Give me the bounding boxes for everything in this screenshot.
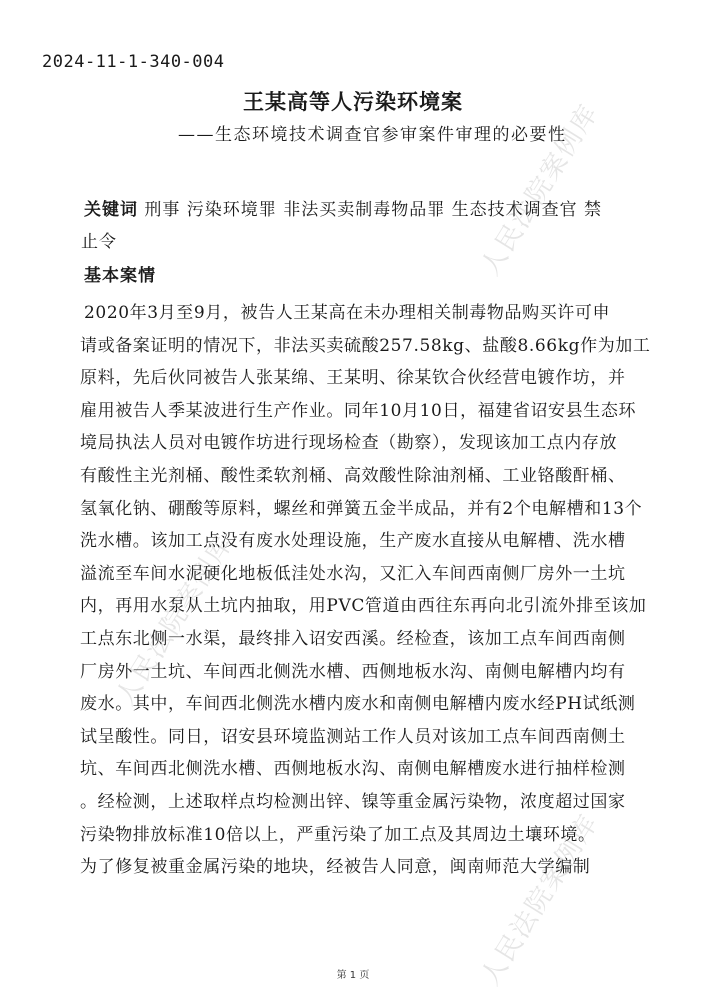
watermark: 人民法院案例库 bbox=[475, 98, 605, 281]
watermark: 人民法院案例库 bbox=[110, 528, 240, 711]
body-line: 雇用被告人季某波进行生产作业。同年10月10日，福建省诏安县生态环 bbox=[80, 400, 637, 421]
body-line: 为了修复被重金属污染的地块，经被告人同意，闽南师范大学编制 bbox=[80, 857, 591, 878]
body-line: 有酸性主光剂桶、酸性柔软剂桶、高效酸性除油剂桶、工业铬酸酐桶、 bbox=[80, 465, 626, 486]
body-line: 污染物排放标准10倍以上，严重污染了加工点及其周边土壤环境。 bbox=[80, 824, 596, 845]
keywords-block bbox=[81, 194, 664, 258]
body-line: 废水。其中，车间西北侧洗水槽内废水和南侧电解槽内废水经PH试纸测 bbox=[80, 694, 636, 715]
page-number: 第 1 页 bbox=[336, 970, 370, 981]
body-line: 厂房外一土坑、车间西北侧洗水槽、西侧地板水沟、南侧电解槽内均有 bbox=[80, 661, 626, 682]
body-line: 请或备案证明的情况下，非法买卖硫酸257.58kg、盐酸8.66kg作为加工 bbox=[80, 335, 651, 356]
page-title: 王某高等人污染环境案 bbox=[243, 89, 463, 114]
body-line: 氢氧化钠、硼酸等原料，螺丝和弹簧五金半成品，并有2个电解槽和13个 bbox=[80, 498, 643, 519]
body-line: 试呈酸性。同日，诏安县环境监测站工作人员对该加工点车间西南侧土 bbox=[80, 726, 626, 747]
body-line: 境局执法人员对电镀作坊进行现场检查（勘察），发现该加工点内存放 bbox=[80, 433, 618, 454]
page-subtitle: ——生态环境技术调查官参审案件审理的必要性 bbox=[178, 125, 567, 145]
case-facts-body bbox=[80, 297, 670, 884]
keywords-label: 关键词 bbox=[84, 200, 138, 220]
body-line: 原料，先后伙同被告人张某绵、王某明、徐某钦合伙经营电镀作坊，并 bbox=[80, 368, 626, 389]
body-line: 溢流至车间水泥硬化地板低洼处水沟，又汇入车间西南侧厂房外一土坑 bbox=[80, 563, 626, 584]
body-line: 。经检测，上述取样点均检测出锌、镍等重金属污染物，浓度超过国家 bbox=[80, 791, 626, 812]
case-number: 2024-11-1-340-004 bbox=[42, 52, 225, 72]
keywords-text-continued: 止令 bbox=[81, 232, 117, 252]
body-line: 洗水槽。该加工点没有废水处理设施，生产废水直接从电解槽、洗水槽 bbox=[80, 531, 626, 552]
body-line: 坑、车间西北侧洗水槽、西侧地板水沟、南侧电解槽废水进行抽样检测 bbox=[80, 759, 626, 780]
body-line: 2020年3月至9月，被告人王某高在未办理相关制毒物品购买许可申 bbox=[84, 303, 611, 323]
keywords-text: 刑事 污染环境罪 非法买卖制毒物品罪 生态技术调查官 禁 bbox=[144, 200, 603, 220]
section-heading: 基本案情 bbox=[84, 266, 156, 286]
body-line: 内，再用水泵从土坑内抽取，用PVC管道由西往东再向北引流外排至该加 bbox=[80, 596, 647, 617]
body-line: 工点东北侧一水渠，最终排入诏安西溪。经检查，该加工点车间西南侧 bbox=[80, 628, 626, 649]
watermark: 人民法院案例库 bbox=[475, 808, 605, 991]
